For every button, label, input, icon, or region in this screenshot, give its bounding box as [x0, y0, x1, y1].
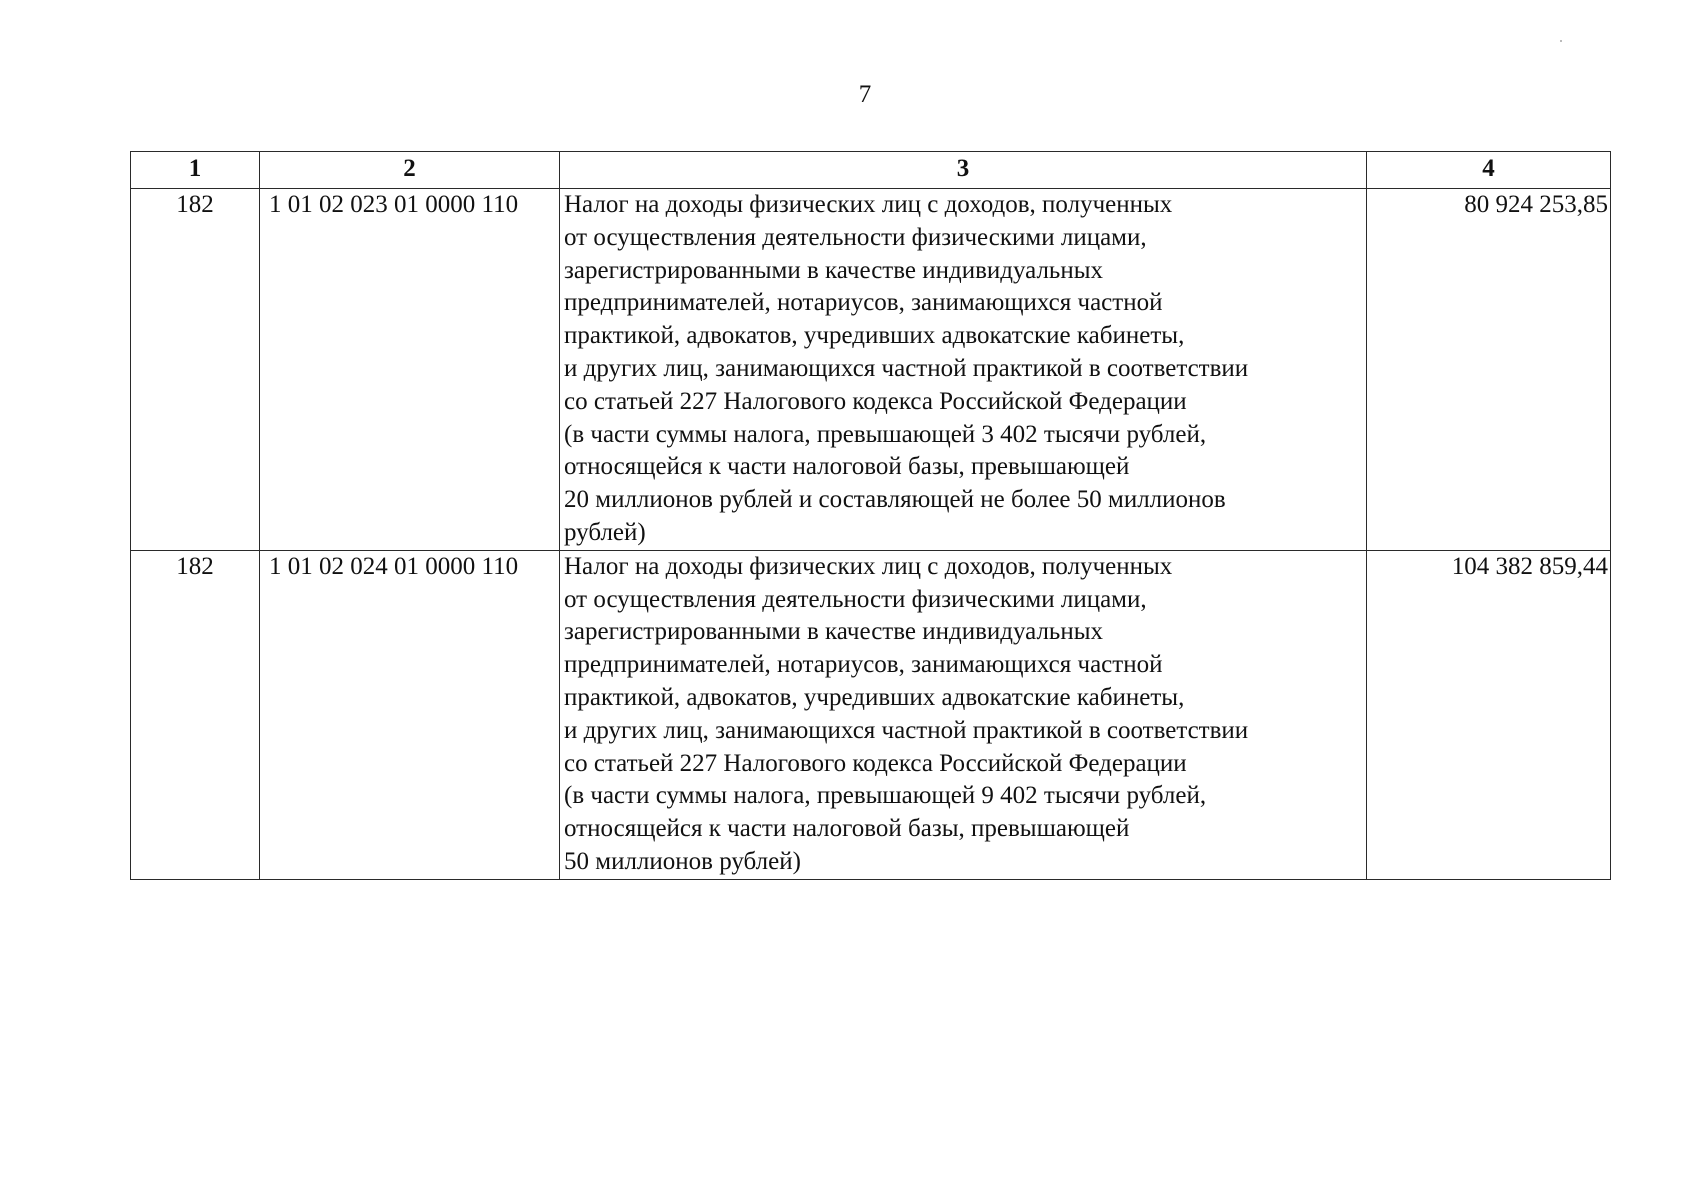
name-line: от осуществления деятельности физическими лицами, [564, 585, 1147, 613]
page-number: 7 [858, 81, 872, 108]
admin-code-cell: 182 [131, 189, 260, 551]
name-line: относящейся к части налоговой базы, превышающей [564, 453, 1130, 481]
name-line: и других лиц, занимающихся частной практикой в соответствии [564, 716, 1249, 744]
amount-cell: 80 924 253,85 [1367, 189, 1611, 551]
table-row [131, 550, 1611, 879]
name-line: относящейся к части налоговой базы, превышающей [564, 815, 1130, 843]
name-line: зарегистрированными в качестве индивидуальных [564, 256, 1104, 284]
amount-cell: 104 382 859,44 [1367, 550, 1611, 879]
column-header-4: 4 [1367, 152, 1611, 189]
name-line: практикой, адвокатов, учредивших адвокатские кабинеты, [564, 322, 1185, 350]
name-line: Налог на доходы физических лиц с доходов, полученных [564, 552, 1173, 580]
column-header-2: 2 [260, 152, 560, 189]
name-line: и других лиц, занимающихся частной практикой в соответствии [564, 354, 1249, 382]
name-line: практикой, адвокатов, учредивших адвокатские кабинеты, [564, 683, 1185, 711]
table-header-row [131, 152, 1611, 189]
name-line: зарегистрированными в качестве индивидуальных [564, 618, 1104, 646]
column-header-1: 1 [131, 152, 260, 189]
kbk-code-cell: 1 01 02 023 01 0000 110 [260, 189, 560, 551]
name-line: 20 миллионов рублей и составляющей не более 50 миллионов [564, 486, 1226, 514]
name-line: предпринимателей, нотариусов, занимающихся частной [564, 289, 1163, 317]
scan-speck [1560, 40, 1562, 42]
name-line: (в части суммы налога, превышающей 3 402 тысячи рублей, [564, 420, 1207, 448]
kbk-code-cell: 1 01 02 024 01 0000 110 [260, 550, 560, 879]
name-line: предпринимателей, нотариусов, занимающихся частной [564, 651, 1163, 679]
name-line: рублей) [564, 518, 646, 546]
budget-revenue-table [130, 151, 1611, 880]
column-header-3: 3 [560, 152, 1367, 189]
revenue-name-cell [560, 189, 1367, 551]
table-row [131, 189, 1611, 551]
admin-code-cell: 182 [131, 550, 260, 879]
revenue-name-cell [560, 550, 1367, 879]
name-line: Налог на доходы физических лиц с доходов, полученных [564, 191, 1173, 218]
name-line: 50 миллионов рублей) [564, 847, 801, 875]
name-line: от осуществления деятельности физическими лицами, [564, 223, 1147, 251]
name-line: со статьей 227 Налогового кодекса Российской Федерации [564, 387, 1187, 415]
name-line: (в части суммы налога, превышающей 9 402 тысячи рублей, [564, 782, 1207, 810]
name-line: со статьей 227 Налогового кодекса Российской Федерации [564, 749, 1187, 777]
